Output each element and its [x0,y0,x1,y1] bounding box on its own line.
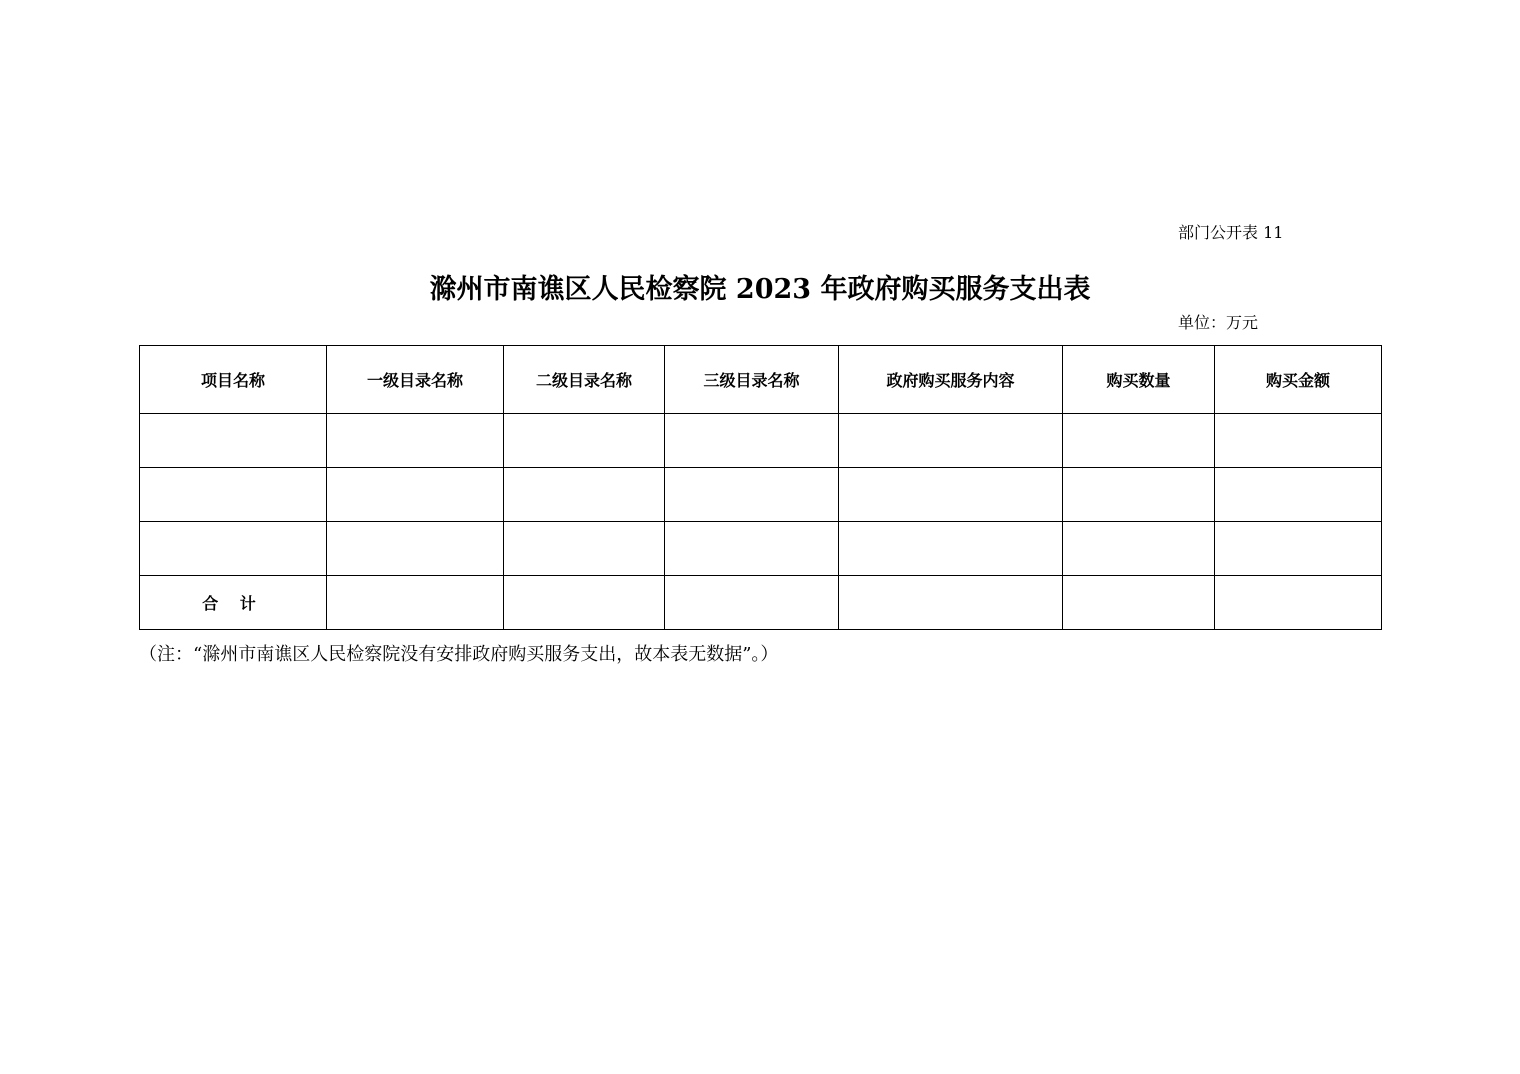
table-cell [140,522,327,576]
column-header-level3-category: 三级目录名称 [665,346,839,414]
column-header-level1-category: 一级目录名称 [327,346,504,414]
table-cell [504,468,665,522]
expense-table [139,345,1382,630]
table-cell [1215,522,1382,576]
table-cell [327,414,504,468]
footnote: （注：“滁州市南谯区人民检察院没有安排政府购买服务支出，故本表无数据”。） [139,644,779,665]
table-cell [504,414,665,468]
table-row [140,468,1382,522]
page-title: 滁州市南谯区人民检察院 2023 年政府购买服务支出表 [429,274,1091,305]
table-cell [1215,468,1382,522]
table-cell [665,576,839,630]
table-cell [1063,414,1215,468]
table-cell [140,414,327,468]
table-cell [665,468,839,522]
table-cell [504,522,665,576]
column-header-level2-category: 二级目录名称 [504,346,665,414]
table-cell [1063,468,1215,522]
total-row [140,576,1382,630]
table-cell [1215,414,1382,468]
table-cell [665,522,839,576]
table-cell [839,468,1063,522]
column-header-amount: 购买金额 [1215,346,1382,414]
total-label: 合 计 [140,576,327,630]
table-cell [665,414,839,468]
table-header-row [140,346,1382,414]
table-row [140,414,1382,468]
unit-label: 单位：万元 [1178,313,1259,332]
column-header-service-content: 政府购买服务内容 [839,346,1063,414]
column-header-quantity: 购买数量 [1063,346,1215,414]
table-row [140,522,1382,576]
table-cell [504,576,665,630]
table-cell [839,414,1063,468]
table-cell [839,522,1063,576]
table-cell [1063,576,1215,630]
table-cell [839,576,1063,630]
column-header-project-name: 项目名称 [140,346,327,414]
table-cell [327,522,504,576]
table-cell [140,468,327,522]
table-cell [327,576,504,630]
table-cell [1063,522,1215,576]
table-cell [327,468,504,522]
form-number: 部门公开表 11 [1178,223,1284,242]
table-cell [1215,576,1382,630]
